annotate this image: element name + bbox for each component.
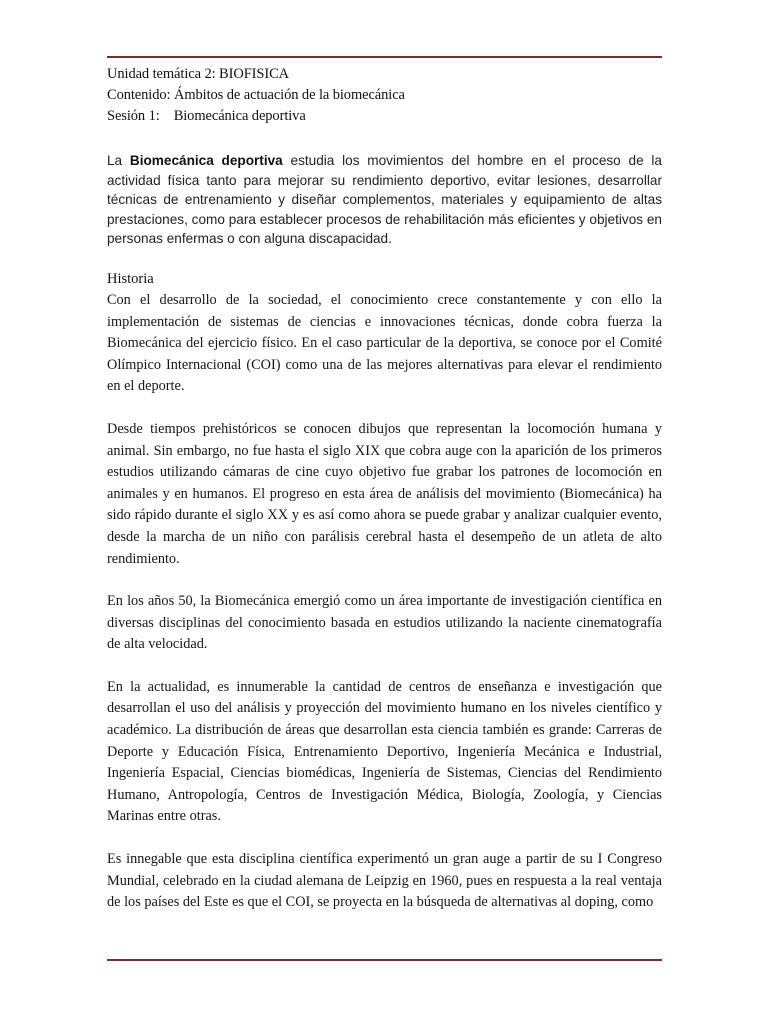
unit-heading: Unidad temática 2: BIOFISICA xyxy=(107,66,290,82)
content-heading: Contenido: Ámbitos de actuación de la biomecánica xyxy=(107,87,405,103)
historia-paragraph-5: Es innegable que esta disciplina científica experimentó un gran auge a partir de su I Congreso Mundial, celebrado en la ciudad alemana de Leipzig en 1960, pues en respuesta a la real ventaja de los países del Este es que el COI, se proyecta en la búsqueda de alternativas al doping, como xyxy=(107,851,662,911)
bottom-divider xyxy=(107,959,662,961)
historia-paragraph-1: Con el desarrollo de la sociedad, el conocimiento crece constantemente y con ello la implementación de sistemas de ciencias e innovaciones técnicas, donde cobra fuerza la Biomecánica del ejercicio físico. En el caso particular de la deportiva, se conoce por el Comité Olímpico Internacional (COI) como una de las mejores alternativas para elevar el rendimiento en el deporte. xyxy=(107,291,662,395)
intro-lead: La xyxy=(107,153,130,168)
historia-paragraph-4: En la actualidad, es innumerable la cantidad de centros de enseñanza e investigación que desarrollan el uso del análisis y proyección del movimiento humano en los niveles científico y académico. La distribución de áreas que desarrollan esta ciencia también es grande: Carreras de Deporte y Educación Física, Entrenamiento Deportivo, Ingeniería Mecánica e Industrial, Ingeniería Espacial, Ciencias biomédicas, Ingeniería de Sistemas, Ciencias del Rendimiento Humano, Antropología, Centros de Investigación Médica, Biología, Zoología, y Ciencias Marinas entre otras. xyxy=(107,678,662,825)
session-heading xyxy=(107,106,662,127)
intro-paragraph xyxy=(107,151,662,249)
session-title: Biomecánica deportiva xyxy=(173,108,306,124)
page-content xyxy=(107,64,662,914)
intro-text: estudia los movimientos del hombre en el proceso de la actividad física tanto para mejorar su rendimiento deportivo, evitar lesiones, desarrollar técnicas de entrenamiento y diseñar complementos, materiales y equipamiento de altas prestaciones, como para establecer procesos de rehabilitación más eficientes y objetivos en personas enfermas o con alguna discapacidad. xyxy=(107,153,662,247)
session-label: Sesión 1: xyxy=(107,108,160,124)
intro-bold-term: Biomecánica deportiva xyxy=(129,153,283,168)
historia-heading: Historia xyxy=(107,270,154,287)
top-divider xyxy=(107,56,662,58)
historia-paragraph-3: En los años 50, la Biomecánica emergió como un área importante de investigación científica en diversas disciplinas del conocimiento basada en estudios utilizando la naciente cinematografía de alta velocidad. xyxy=(107,593,662,653)
historia-paragraph-2: Desde tiempos prehistóricos se conocen dibujos que representan la locomoción humana y animal. Sin embargo, no fue hasta el siglo XIX que cobra auge con la aparición de los primeros estudios utilizando cámaras de cine cuyo objetivo fue grabar los patrones de locomoción en animales y en humanos. El progreso en esta área de análisis del movimiento (Biomecánica) ha sido rápido durante el siglo XX y es así como ahora se puede grabar y analizar cualquier evento, desde la marcha de un niño con parálisis cerebral hasta el desempeño de un atleta de alto rendimiento. xyxy=(107,420,662,567)
